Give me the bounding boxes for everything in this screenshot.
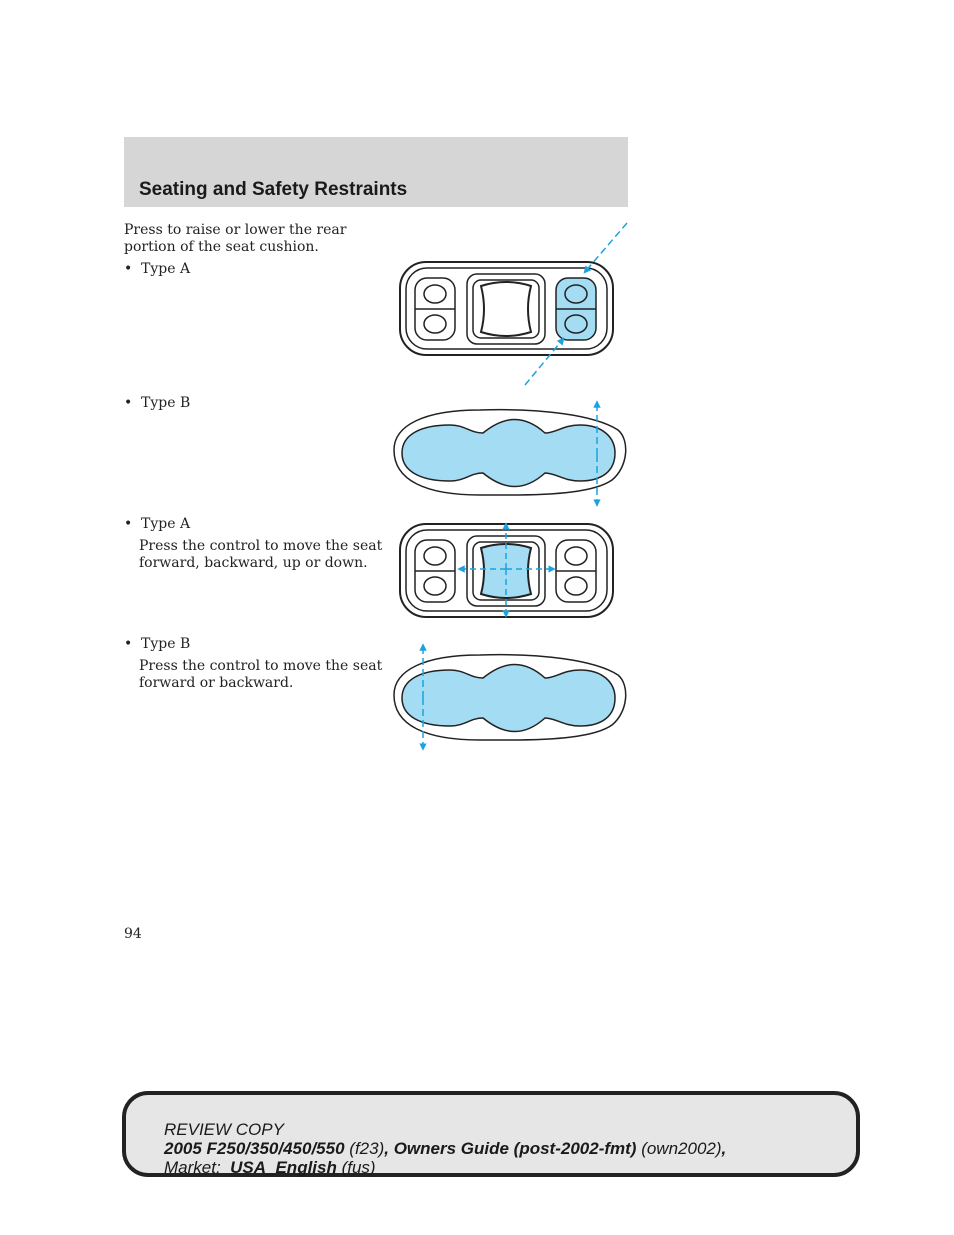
- section-title: Seating and Safety Restraints: [139, 179, 408, 200]
- page-number: 94: [124, 926, 142, 942]
- bullet-type-a-1: • Type A: [124, 261, 191, 277]
- type-b-description: Press the control to move the seat forward or backward.: [139, 658, 383, 691]
- footer-model-line: 2005 F250/350/450/550 (f23), Owners Guide (post-2002-fmt) (own2002),: [164, 1139, 727, 1158]
- bullet-type-b-1: • Type B: [124, 395, 191, 411]
- bullet-type-a-2: • Type A: [124, 516, 191, 532]
- footer-market-line: Market: USA_English (fus): [164, 1158, 376, 1177]
- type-b-fore-aft-figure: [380, 640, 640, 755]
- review-copy-footer: [122, 1091, 860, 1177]
- section-header-band: [124, 137, 628, 207]
- type-a-description: Press the control to move the seat forward, backward, up or down.: [139, 538, 383, 571]
- bullet-type-b-2: • Type B: [124, 636, 191, 652]
- review-copy-label: REVIEW COPY: [164, 1120, 284, 1139]
- intro-text: Press to raise or lower the rear portion of the seat cushion.: [124, 222, 347, 255]
- type-a-rear-cushion-figure: [380, 220, 640, 390]
- type-a-four-way-figure: [380, 515, 640, 625]
- footer-text: [164, 1120, 726, 1177]
- type-b-rear-cushion-figure: [380, 395, 640, 510]
